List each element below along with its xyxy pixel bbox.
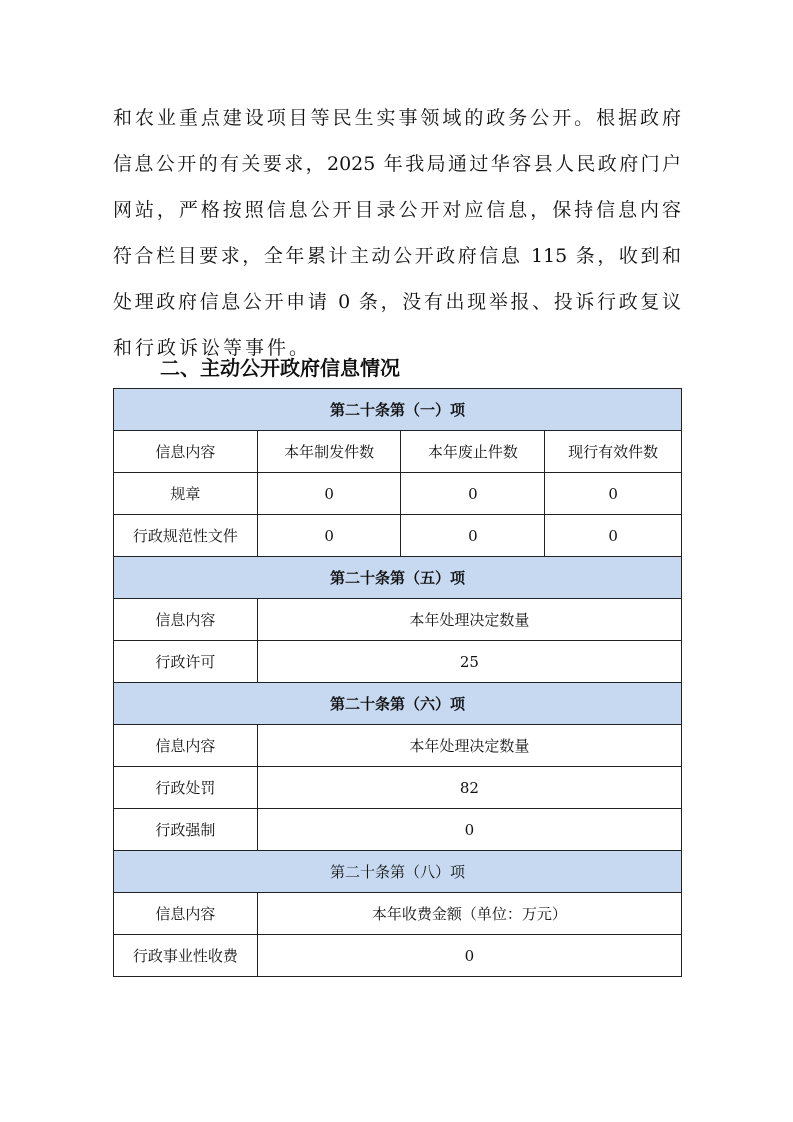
paragraph-line: 符合栏目要求，全年累计主动公开政府信息 115 条，收到和 xyxy=(113,245,681,267)
table-cell: 0 xyxy=(257,515,401,557)
section-row xyxy=(114,389,682,431)
table-cell: 0 xyxy=(401,515,545,557)
header-cell: 本年处理决定数量 xyxy=(257,725,681,767)
table-row xyxy=(114,767,682,809)
table-cell: 0 xyxy=(401,473,545,515)
paragraph-line: 网站，严格按照信息公开目录公开对应信息，保持信息内容 xyxy=(113,199,681,221)
table-cell: 0 xyxy=(545,515,682,557)
header-cell: 本年收费金额（单位：万元） xyxy=(257,893,681,935)
header-cell: 信息内容 xyxy=(114,725,258,767)
section-row xyxy=(114,557,682,599)
table-cell: 0 xyxy=(545,473,682,515)
table-row xyxy=(114,809,682,851)
header-row xyxy=(114,431,682,473)
table-cell: 行政强制 xyxy=(114,809,258,851)
table-row xyxy=(114,515,682,557)
header-row xyxy=(114,893,682,935)
header-cell: 现行有效件数 xyxy=(545,431,682,473)
header-row xyxy=(114,725,682,767)
header-cell: 信息内容 xyxy=(114,431,258,473)
table-cell: 行政许可 xyxy=(114,641,258,683)
header-cell: 本年处理决定数量 xyxy=(257,599,681,641)
header-cell: 信息内容 xyxy=(114,893,258,935)
table-cell: 行政事业性收费 xyxy=(114,935,258,977)
header-row xyxy=(114,599,682,641)
section-title: 第二十条第（六）项 xyxy=(114,683,682,725)
header-cell: 信息内容 xyxy=(114,599,258,641)
header-cell: 本年废止件数 xyxy=(401,431,545,473)
table-cell: 行政规范性文件 xyxy=(114,515,258,557)
paragraph-line: 和农业重点建设项目等民生实事领域的政务公开。根据政府 xyxy=(113,107,681,129)
table-cell: 规章 xyxy=(114,473,258,515)
paragraph-line: 和行政诉讼等事件。 xyxy=(113,337,312,359)
section-title: 第二十条第（一）项 xyxy=(114,389,682,431)
table-cell: 0 xyxy=(257,473,401,515)
paragraph-line: 处理政府信息公开申请 0 条，没有出现举报、投诉行政复议 xyxy=(113,291,681,313)
table-cell: 82 xyxy=(257,767,681,809)
section-title: 第二十条第（五）项 xyxy=(114,557,682,599)
section-title: 第二十条第（八）项 xyxy=(114,851,682,893)
section-row xyxy=(114,683,682,725)
table-row xyxy=(114,473,682,515)
table-row xyxy=(114,935,682,977)
header-cell: 本年制发件数 xyxy=(257,431,401,473)
table-cell: 0 xyxy=(257,935,681,977)
table-cell: 行政处罚 xyxy=(114,767,258,809)
table-cell: 0 xyxy=(257,809,681,851)
paragraph-line: 信息公开的有关要求，2025 年我局通过华容县人民政府门户 xyxy=(113,153,681,175)
body-paragraph xyxy=(113,95,681,371)
table-cell: 25 xyxy=(257,641,681,683)
section-heading: 二、主动公开政府信息情况 xyxy=(160,356,400,380)
table-row xyxy=(114,641,682,683)
section-row xyxy=(114,851,682,893)
disclosure-table xyxy=(113,388,682,977)
